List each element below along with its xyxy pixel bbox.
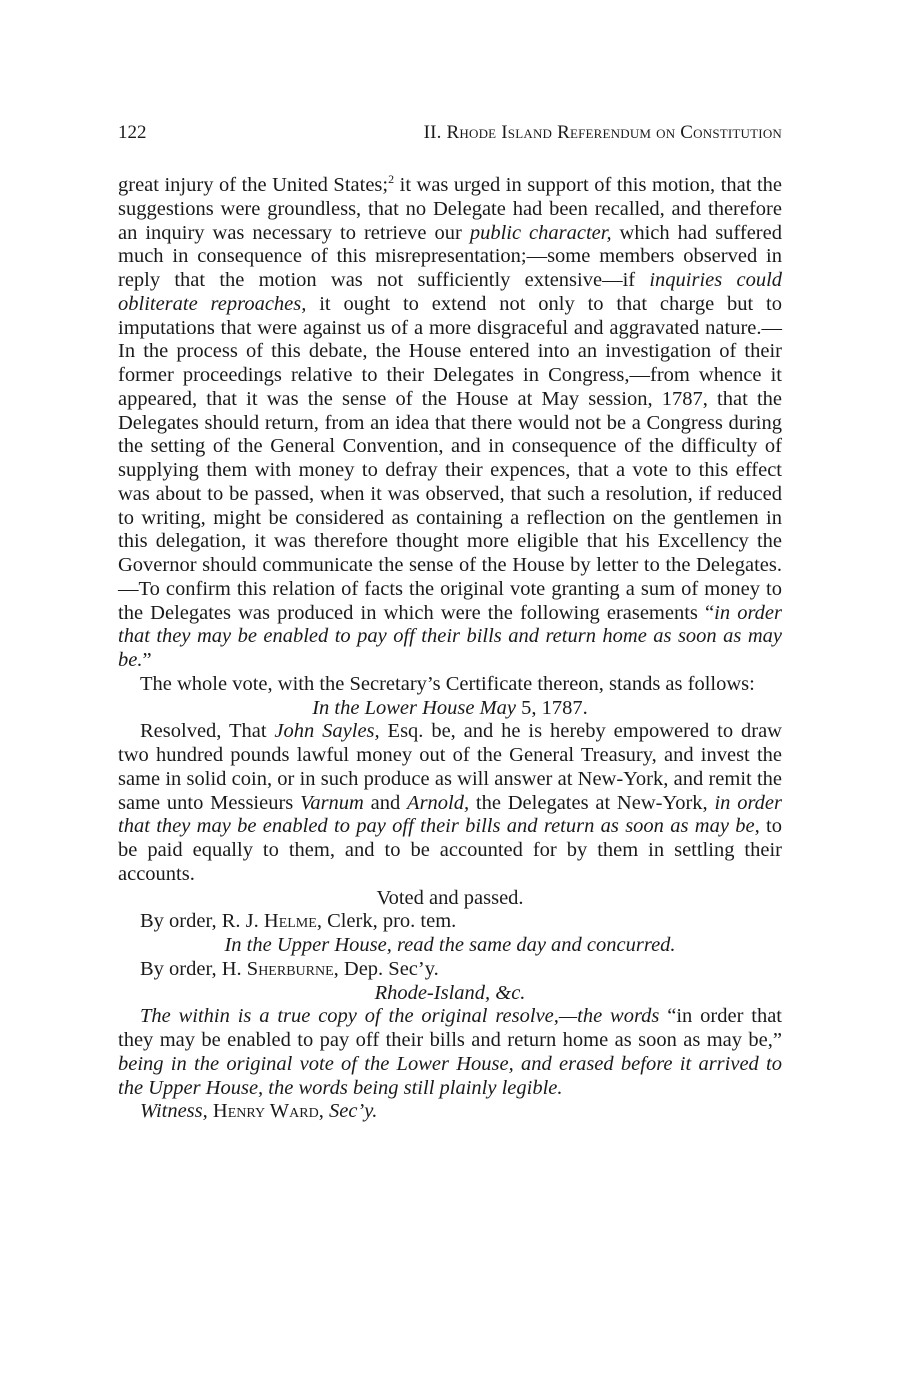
italic-run: Arnold, [407, 791, 470, 814]
voted-line: Voted and passed. [376, 886, 524, 909]
text-run: which had suffered much in consequence of this misrepresentation;—some members observed in reply that the motion was not sufficiently extensive—if [118, 221, 782, 291]
order-secretary-line [118, 958, 782, 982]
text-run: “in order that they may be enabled to pay off their bills and return home as soon as may be,” [118, 1005, 782, 1051]
italic-run: John Sayles, [274, 720, 380, 743]
paragraph-debate [118, 174, 782, 673]
italic-run: public character, [469, 221, 612, 244]
rhode-island-line [118, 982, 782, 1006]
italic-run: in order that they may be enabled to pay off their bills and return home as soon as may be. [118, 601, 782, 671]
witness-line [118, 1100, 782, 1124]
italic-run: Witness, [140, 1100, 208, 1123]
page-number: 122 [118, 122, 147, 143]
text-run: it was urged in support of this motion, that the suggestions were groundless, that no Delegate had been recalled, and therefore an inquiry was necessary to retrieve our [118, 174, 782, 244]
page-header [118, 122, 782, 152]
running-head: II. Rhode Island Referendum on Constitution [423, 122, 782, 143]
lower-house-heading [118, 697, 782, 721]
italic-run: In the Upper House, read the same day and concurred. [224, 934, 676, 956]
text-run: ” [142, 649, 152, 671]
text-run: , [318, 1100, 329, 1123]
text-run: By order, H. [140, 957, 247, 980]
paragraph-resolution [118, 720, 782, 886]
text-run: 5, 1787. [516, 696, 588, 719]
text-run: it ought to extend not only to that charge but to imputations that were against us of a more disgraceful and aggravated nature.—In the process of this debate, the House entered into an investigation of their former proceedings relative to their Delegates in Congress,—from whence it appeared, that it was the sense of the House at May session, 1787, that the Delegates should return, from an idea that there would not be a Congress during the setting of the General Convention, and in consequence of the difficulty of supplying them with money to defray their expences, that a vote to this effect was about to be passed, when it was observed, that such a resolution, if reduced to writing, might be considered as containing a reflection on the gentlemen in this delegation, it was therefore thought more eligible that his Excellency the Governor should communicate the sense of the House by letter to the Delegates.—To confirm this relation of facts the original vote granting a sum of money to the Delegates was produced in which were the following erasements “ [118, 292, 782, 624]
text-run: Esq. be, and he is hereby empowered to draw two hundred pounds lawful money out of the General Treasury, and invest the same in solid coin, or in such produce as will answer at New-York, and remit the same unto Messieurs [118, 720, 782, 814]
italic-run: In the Lower House May [312, 696, 517, 719]
italic-run: inquiries could obliterate reproaches, [118, 269, 783, 315]
text-run: , Dep. Sec’y. [333, 957, 439, 980]
italic-run: Rhode-Island, &c. [374, 981, 526, 1004]
text-run: the Delegates at New-York, [469, 791, 715, 814]
text-run: By order, R. J. [140, 910, 264, 933]
text-run: , Clerk, pro. tem. [316, 910, 457, 933]
text-run: Resolved, That [140, 720, 275, 743]
smallcaps-run: Henry Ward [212, 1100, 319, 1123]
smallcaps-run: Helme [263, 910, 317, 933]
italic-run: Sec’y. [328, 1100, 378, 1123]
text-run: and [363, 791, 408, 814]
footnote-marker: 2 [388, 172, 395, 187]
smallcaps-run: Sherburne [246, 957, 334, 980]
italic-run: in order that they may be enabled to pay off their bills and return as soon as may be, [118, 791, 782, 838]
italic-run: The within is a true copy of the original resolve,—the words [140, 1005, 660, 1028]
italic-run: Varnum [300, 791, 364, 814]
text-run: great injury of the United States; [118, 174, 389, 196]
order-clerk-line [118, 910, 782, 934]
paragraph-whole-vote: The whole vote, with the Secretary’s Certificate thereon, stands as follows: [140, 672, 755, 695]
upper-house-line [118, 934, 782, 958]
body-text [118, 174, 782, 1124]
text-run: to be paid equally to them, and to be accounted for by them in settling their accounts. [118, 815, 782, 885]
paragraph-certificate [118, 1005, 782, 1100]
italic-run: being in the original vote of the Lower House, and erased before it arrived to the Upper House, the words being still plainly legible. [118, 1052, 782, 1099]
